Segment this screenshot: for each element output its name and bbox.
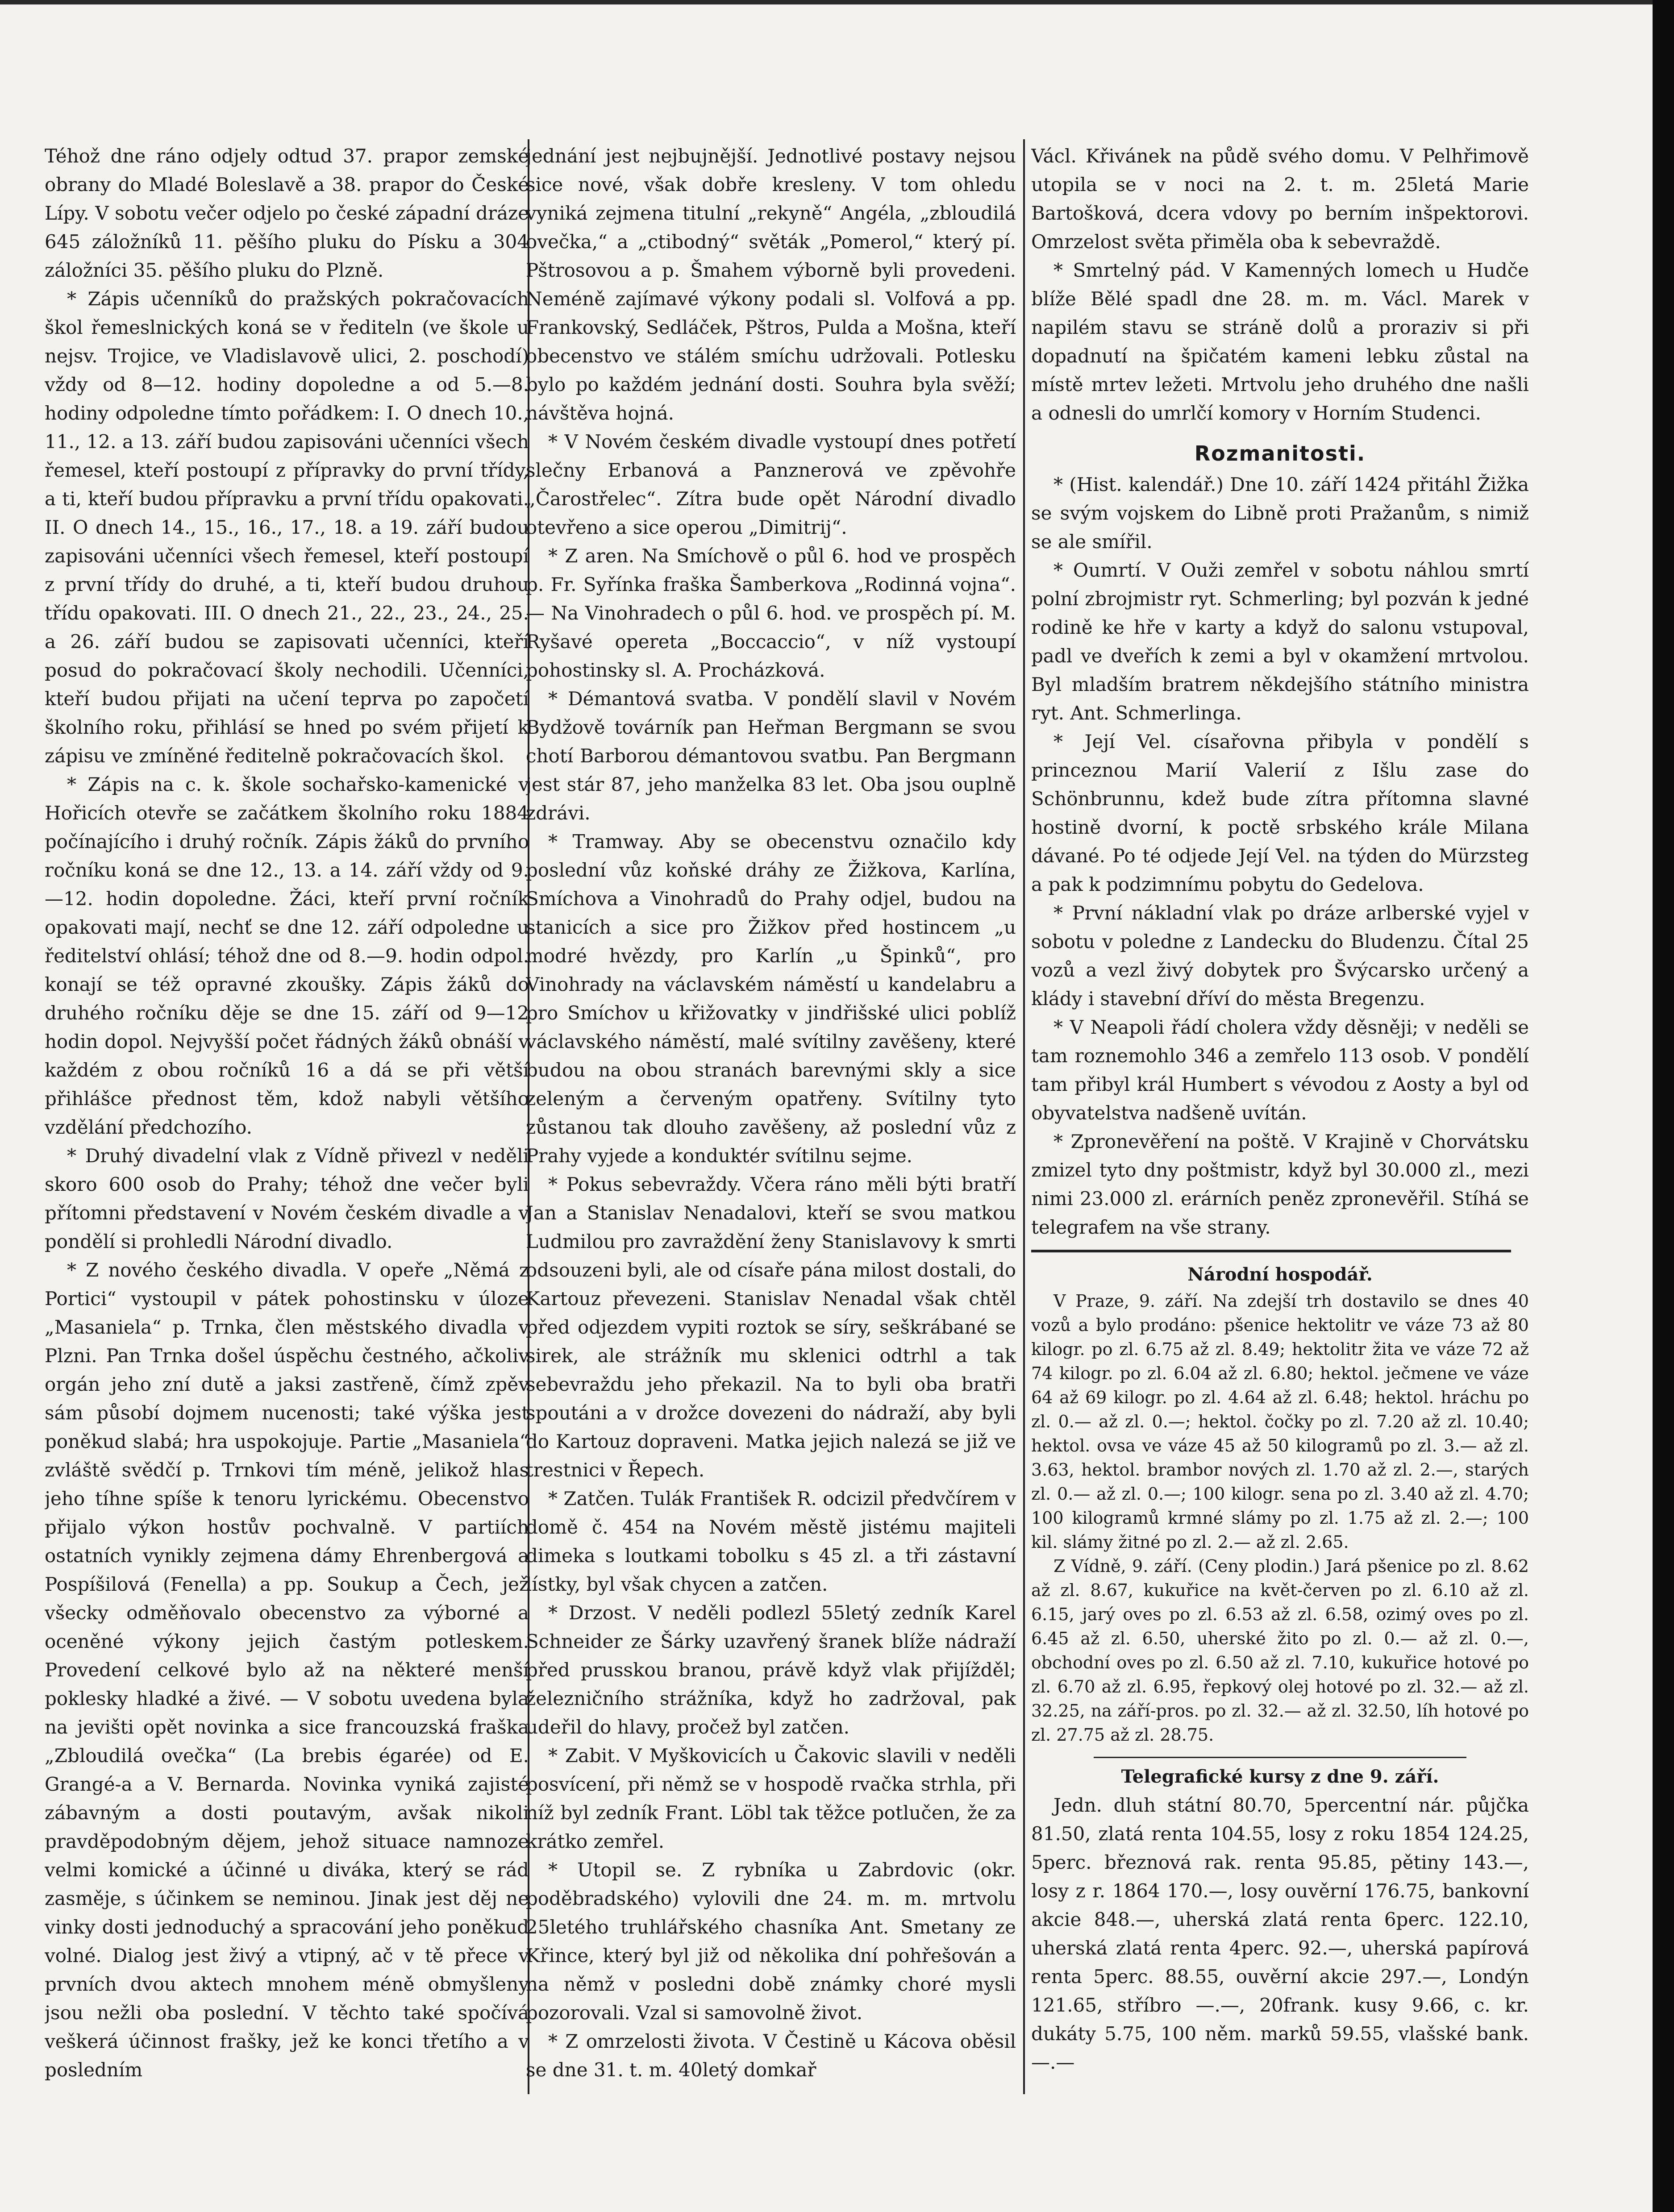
article-paragraph: * Z aren. Na Smíchově o půl 6. hod ve prospěch p. Fr. Syřínka fraška Šamberkova „Rodinná vojna“. — Na Vinohradech o půl 6. hod. ve prospěch pí. M. Ryšavé opereta „Boccaccio“, v níž vystoupí pohostinsky sl. A. Procházková.	[526, 545, 1016, 681]
article-paragraph: * Tramway. Aby se obecenstvu označilo kdy poslední vůz koňské dráhy ze Žižkova, Karlína, Smíchova a Vinohradů do Prahy odjel, budou na stanicích a sice pro Žižkov před hostincem „u modré hvězdy, pro Karlín „u Špinků“, pro Vinohrady na václavském náměstí u kandelabru a pro Smíchov u křižovatky v jindřišské ulici poblíž václavského náměstí, malé svítilny zavěšeny, které budou na obou stranách barevnými skly a sice zeleným a červeným opatřeny. Svítilny tyto zůstanou tak dlouho zavěšeny, až poslední vůz z Prahy vyjede a konduktér svítilnu sejme.	[526, 831, 1016, 1167]
article-paragraph: * Smrtelný pád. V Kamenných lomech u Hudče blíže Bělé spadl dne 28. m. m. Václ. Marek v napilém stavu se stráně dolů a proraziv si při dopadnutí na špičatém kameni lebku zůstal na místě mrtev ležeti. Mrtvolu jeho druhého dne našli a odnesli do umrlčí komory v Horním Studenci.	[1031, 259, 1529, 424]
section-divider	[1094, 1757, 1466, 1758]
article-paragraph: * Zápis na c. k. škole sochařsko-kamenické v Hořicích otevře se začátkem školního roku 1884 počínajícího i druhý ročník. Zápis žáků do prvního ročníku koná se dne 12., 13. a 14. září vždy od 9.—12. hodin dopoledne. Žáci, kteří první ročník opakovati mají, nechť se dne 12. září odpoledne u ředitelství ohlásí; téhož dne od 8.—9. hodin odpol. konají se též opravné zkoušky. Zápis žáků do druhého ročníku děje se dne 15. září od 9—12 hodin dopol. Nejvyšší počet řádných žáků obnáší v každém z obou ročníků 16 a dá se při větší přihlášce přednost těm, kdož nabyli většího vzdělání předchozího.	[45, 773, 529, 1138]
column-rule-right	[1023, 139, 1025, 2094]
market-report-paragraph: V Praze, 9. září. Na zdejší trh dostavilo se dnes 40 vozů a bylo prodáno: pšenice hektolitr ve váze 73 až 80 kilogr. po zl. 6.75 až zl. 8.49; hektolitr žita ve váze 72 až 74 kilogr. po zl. 6.04 až zl. 6.80; hektol. ječmene ve váze 64 až 69 kilogr. po zl. 4.64 až zl. 6.48; hektol. hráchu po zl. 0.— až zl. 0.—; hektol. čočky po zl. 7.20 až zl. 10.40; hektol. ovsa ve váze 45 až 50 kilogramů po zl. 3.— až zl. 3.63, hektol. brambor nových zl. 1.70 až zl. 2.—, starých zl. 0.— až zl. 0.—; 100 kilogr. sena po zl. 3.40 až zl. 4.70; 100 kilogramů krmné slámy po zl. 1.75 až zl. 2.—; 100 kil. slámy žitné po zl. 2.— až zl. 2.65.	[1031, 1291, 1529, 1552]
article-paragraph: * Z nového českého divadla. V opeře „Němá z Portici“ vystoupil v pátek pohostinsku v úloze „Masaniela“ p. Trnka, člen městského divadla v Plzni. Pan Trnka došel úspěchu čestného, ačkoliv orgán jeho zní dutě a jaksi zastřeně, čímž zpěv sám působí dojmem nucenosti; také výška jest poněkud slabá; hra uspokojuje. Partie „Masaniela“ zvláště svědčí p. Trnkovi tím méně, jelikož hlas jeho tíhne spíše k tenoru lyrickému. Obecenstvo přijalo výkon hostův pochvalně. V partiích ostatních vynikly zejmena dámy Ehrenbergová a Pospíšilová (Fenella) a pp. Soukup a Čech, jež všecky odměňovalo obecenstvo za výborné a oceněné výkony jejich častým potleskem. Provedení celkové bylo až na některé menší poklesky hladké a živé. — V sobotu uvedena byla na jevišti opět novinka a sice francouzská fraška „Zbloudilá ovečka“ (La brebis égarée) od E. Grangé-a a V. Bernarda. Novinka vyniká zajisté zábavným a dosti poutavým, avšak nikoli pravděpodobným dějem, jehož situace namnoze velmi komické a účinné u diváka, který se rád zasměje, s účinkem se neminou. Jinak jest děj ne vinky dosti jednoduchý a spracování jeho poněkud volné. Dialog jest živý a vtipný, ač v tě přece v prvních dvou aktech mnohem méně obmyšleny jsou nežli oba poslední. V těchto také spočívá veškerá účinnost frašky, jež ke konci třetího a v posledním	[45, 1259, 529, 2081]
article-paragraph: * Zabit. V Myškovicích u Čakovic slavili v neděli posvícení, při němž se v hospodě rvačka strhla, při níž byl zedník Frant. Löbl tak těžce potlučen, že za krátko zemřel.	[526, 1745, 1016, 1852]
column-1	[45, 142, 529, 2097]
article-paragraph: * Její Vel. císařovna přibyla v pondělí s princeznou Marií Valerií z Išlu zase do Schönbrunnu, kdež bude zítra přítomna slavné hostině dvorní, k poctě srbského krále Milana dávané. Po té odjede Její Vel. na týden do Mürzsteg a pak k podzimnímu pobytu do Gedelova.	[1031, 731, 1529, 895]
article-paragraph: * Druhý divadelní vlak z Vídně přivezl v neděli skoro 600 osob do Prahy; téhož dne večer byli přítomni představení v Novém českém divadle a v pondělí si prohledli Národní divadlo.	[45, 1145, 529, 1252]
section-heading-hospodar: Národní hospodář.	[1187, 1264, 1373, 1285]
exchange-rates-paragraph: Jedn. dluh státní 80.70, 5percentní nár. půjčka 81.50, zlatá renta 104.55, losy z roku 1854 124.25, 5perc. březnová rak. renta 95.85, pětiny 143.—, losy z r. 1864 170.—, losy ouvěrní 176.75, bankovní akcie 848.—, uherská zlatá renta 6perc. 122.10, uherská zlatá renta 4perc. 92.—, uherská papírová renta 5perc. 88.55, ouvěrní akcie 297.—, Londýn 121.65, stříbro —.—, 20frank. kusy 9.66, c. kr. dukáty 5.75, 100 něm. marků 59.55, vlašské bank. —.—	[1031, 1794, 1529, 2073]
article-paragraph: * Drzost. V neděli podlezl 55letý zedník Karel Schneider ze Šárky uzavřený šranek blíže nádraží před prusskou branou, právě když vlak přijížděl; železničního strážníka, když ho zadržoval, pak udeřil do hlavy, pročež byl zatčen.	[526, 1602, 1016, 1738]
article-paragraph: * Démantová svatba. V pondělí slavil v Novém Bydžově továrník pan Heřman Bergmann se svou chotí Barborou démantovou svatbu. Pan Bergmann jest stár 87, jeho manželka 83 let. Oba jsou ouplně zdrávi.	[526, 688, 1016, 824]
article-paragraph: * V Novém českém divadle vystoupí dnes potřetí slečny Erbanová a Panznerová ve zpěvohře „Čarostřelec“. Zítra bude opět Národní divadlo otevřeno a sice operou „Dimitrij“.	[526, 431, 1016, 538]
column-3	[1031, 142, 1529, 2097]
section-divider	[1031, 1250, 1511, 1252]
article-paragraph: * Zpronevěření na poště. V Krajině v Chorvátsku zmizel tyto dny poštmistr, když byl 30.000 zl., mezi nimi 23.000 zl. erárních peněz zpronevěřil. Stíhá se telegrafem na vše strany.	[1031, 1131, 1529, 1238]
scan-top-edge	[0, 0, 1674, 4]
article-paragraph: Václ. Křivánek na půdě svého domu. V Pelhřimově utopila se v noci na 2. t. m. 25letá Marie Bartošková, dcera vdovy po berním inšpektorovi. Omrzelost světa přiměla oba k sebevraždě.	[1031, 145, 1529, 253]
article-paragraph: * V Neapoli řádí cholera vždy děsněji; v neděli se tam roznemohlo 346 a zemřelo 113 osob. V pondělí tam přibyl král Humbert s vévodou z Aosty a byl od obyvatelstva nadšeně uvítán.	[1031, 1016, 1529, 1124]
article-paragraph: jednání jest nejbujnější. Jednotlivé postavy nejsou sice nové, však dobře kresleny. V tom ohledu vyniká zejmena titulní „rekyně“ Angéla, „zbloudilá ovečka,“ a „ctibodný“ světák „Pomerol,“ který pí. Pštrosovou a p. Šmahem výborně byli provedeni. Neméně zajímavé výkony podali sl. Volfová a pp. Frankovský, Sedláček, Pštros, Pulda a Mošna, kteří obecenstvo ve stálém smíchu udržovali. Potlesku bylo po každém jednání dosti. Souhra byla svěží; návštěva hojná.	[526, 145, 1016, 424]
article-paragraph: * Zatčen. Tulák František R. odcizil předvčírem v domě č. 454 na Novém městě jistému majiteli dimeka s loutkami tobolku s 45 zl. a tři zástavní lístky, byl však chycen a zatčen.	[526, 1488, 1016, 1595]
article-paragraph: Téhož dne ráno odjely odtud 37. prapor zemské obrany do Mladé Boleslavě a 38. prapor do České Lípy. V sobotu večer odjelo po české západní dráze 645 záložníků 11. pěšího pluku do Písku a 304 záložníci 35. pěšího pluku do Plzně.	[45, 145, 529, 281]
article-paragraph: * První nákladní vlak po dráze arlberské vyjel v sobotu v poledne z Landecku do Bludenzu. Čítal 25 vozů a vezl živý dobytek pro Švýcarsko určený a klády i stavební dříví do města Bregenzu.	[1031, 902, 1529, 1010]
scan-right-edge	[1653, 0, 1674, 2212]
section-heading-kursy: Telegrafické kursy z dne 9. září.	[1121, 1766, 1439, 1787]
article-paragraph: * Oumrtí. V Ouži zemřel v sobotu náhlou smrtí polní zbrojmistr ryt. Schmerling; byl pozván k jedné rodině ke hře v karty a když do salonu vstupoval, padl ve dveřích k zemi a byl v okamžení mrtvolou. Byl mladším bratrem někdejšího státního ministra ryt. Ant. Schmerlinga.	[1031, 559, 1529, 724]
column-2	[526, 142, 1016, 2097]
section-heading-rozmanitosti: Rozmanitosti.	[1194, 441, 1366, 466]
article-paragraph: * (Hist. kalendář.) Dne 10. září 1424 přitáhl Žižka se svým vojskem do Libně proti Pražanům, s nimiž se ale smířil.	[1031, 474, 1529, 553]
article-paragraph: * Utopil se. Z rybníka u Zabrdovic (okr. poděbradského) vylovili dne 24. m. m. mrtvolu 25letého truhlářského chasníka Ant. Smetany ze Křince, který byl již od několika dní pohřešován a na němž v posledni době známky choré mysli pozorovali. Vzal si samovolně život.	[526, 1859, 1016, 2024]
article-paragraph: * Pokus sebevraždy. Včera ráno měli býti bratří Jan a Stanislav Nenadalovi, kteří se svou matkou Ludmilou pro zavraždění ženy Stanislavovy k smrti odsouzeni byli, ale od císaře pána milost dostali, do Kartouz převezeni. Stanislav Nenadal však chtěl před odjezdem vypiti roztok se síry, seškrábané se sirek, ale strážník mu sklenici odtrhl a tak sebevraždu jeho překazil. Na to byli oba bratři spoutáni a v drožce dovezeni do nádraží, aby byli do Kartouz dopraveni. Matka jejich nalezá se již ve trestnici v Řepech.	[526, 1173, 1016, 1481]
market-report-paragraph: Z Vídně, 9. září. (Ceny plodin.) Jará pšenice po zl. 8.62 až zl. 8.67, kukuřice na květ-červen po zl. 6.10 až zl. 6.15, jarý oves po zl. 6.53 až zl. 6.58, ozimý oves po zl. 6.45 až zl. 6.50, uherské žito po zl. 0.— až zl. 0.—, obchodní oves po zl. 6.50 až zl. 7.10, kukuřice hotové po zl. 6.70 až zl. 6.95, řepkový olej hotové po zl. 32.— až zl. 32.25, na září-pros. po zl. 32.— až zl. 32.50, líh hotové po zl. 27.75 až zl. 28.75.	[1031, 1556, 1529, 1745]
article-paragraph: * Zápis učenníků do pražských pokračovacích škol řemeslnických koná se v řediteln (ve škole u nejsv. Trojice, ve Vladislavově ulici, 2. poschodí) vždy od 8—12. hodiny dopoledne a od 5.—8. hodiny odpoledne tímto pořádkem: I. O dnech 10., 11., 12. a 13. září budou zapisováni učenníci všech řemesel, kteří postoupí z přípravky do první třídy, a ti, kteří budou přípravku a první třídu opakovati. II. O dnech 14., 15., 16., 17., 18. a 19. září budou zapisováni učenníci všech řemesel, kteří postoupí z první třídy do druhé, a ti, kteří budou druhou třídu opakovati. III. O dnech 21., 22., 23., 24., 25. a 26. září budou se zapisovati učenníci, kteří posud do pokračovací školy nechodili. Učenníci, kteří budou přijati na učení teprva po započetí školního roku, přihlásí se hned po svém přijetí k zápisu ve zmíněné ředitelně pokračovacích škol.	[45, 288, 529, 767]
article-paragraph: * Z omrzelosti života. V Čestině u Kácova oběsil se dne 31. t. m. 40letý domkař	[526, 2030, 1016, 2081]
